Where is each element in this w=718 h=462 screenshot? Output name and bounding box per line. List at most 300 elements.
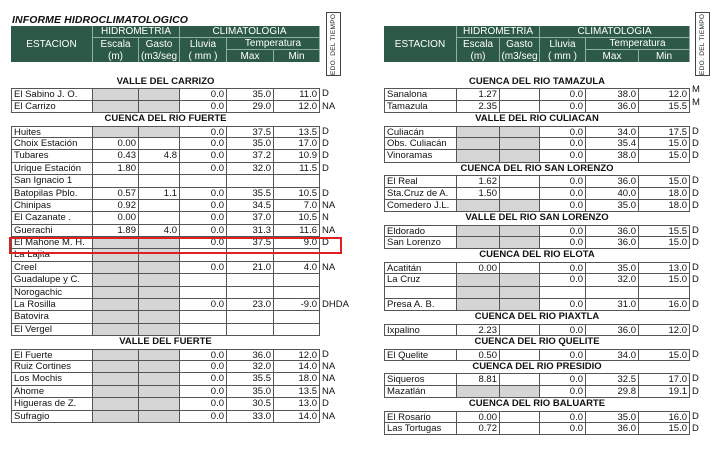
cell-escala (93, 411, 139, 423)
cell-escala (93, 175, 139, 187)
cell-max (586, 287, 639, 299)
cell-name: El Rosario (384, 411, 457, 423)
cell-max: 35.0 (586, 262, 639, 274)
cell-min: 17.5 (639, 126, 690, 138)
cell-escala: 0.00 (457, 411, 500, 423)
header-lluvia: Lluvia (180, 38, 227, 50)
header-climatologia: CLIMATOLOGIA (180, 26, 320, 38)
cell-name: Batovira (11, 311, 93, 323)
cell-escala: 0.92 (93, 200, 139, 212)
cell-min: 15.0 (639, 274, 690, 286)
cell-escala (457, 225, 500, 237)
table-row (11, 373, 336, 385)
report-title: INFORME HIDROCLIMATOLOGICO (12, 14, 189, 26)
cell-edo: D (692, 150, 699, 162)
cell-lluvia (180, 287, 227, 299)
table-row (11, 360, 336, 373)
cell-gasto (139, 398, 180, 410)
cell-gasto (500, 150, 540, 162)
cell-lluvia: 0.0 (180, 361, 227, 373)
cell-edo: D (692, 261, 699, 273)
cell-min: 4.0 (274, 262, 320, 274)
cell-escala: 8.81 (457, 373, 500, 385)
cell-escala: 0.00 (457, 262, 500, 274)
cell-max (227, 274, 274, 286)
table-row (11, 137, 329, 150)
cell-escala (457, 126, 500, 138)
header-gasto: Gasto (500, 38, 540, 50)
cell-max: 23.0 (227, 299, 274, 311)
table-row (384, 96, 700, 113)
cell-min: 15.0 (639, 150, 690, 162)
cell-name: Obs. Culiacán (384, 138, 457, 150)
cell-min: 14.0 (274, 361, 320, 373)
table-row (384, 137, 699, 150)
cell-max: 35.5 (227, 373, 274, 385)
cell-min (274, 311, 320, 323)
cell-min: 13.5 (274, 126, 320, 138)
table-row (384, 385, 699, 398)
cell-lluvia: 0.0 (540, 274, 586, 286)
cell-gasto (139, 299, 180, 311)
cell-name: Acatitán (384, 262, 457, 274)
cell-max: 37.5 (227, 126, 274, 138)
cell-edo: D (692, 274, 699, 286)
cell-edo: D (692, 175, 699, 187)
header-gasto-unit: (m3/seg (139, 50, 180, 62)
cell-gasto (500, 386, 540, 398)
cell-max: 33.0 (227, 411, 274, 423)
cell-gasto (500, 299, 540, 311)
cell-name: Tamazula (384, 101, 457, 113)
cell-edo: N (322, 212, 329, 224)
section-header: CUENCA DEL RIO TAMAZULA (469, 76, 605, 87)
cell-lluvia: 0.0 (540, 373, 586, 385)
cell-min: 15.0 (639, 349, 690, 361)
cell-escala (457, 287, 500, 299)
header-min: Min (639, 50, 690, 62)
cell-escala: 2.23 (457, 324, 500, 336)
cell-edo: D (692, 237, 699, 249)
cell-gasto (139, 200, 180, 212)
cell-escala (93, 299, 139, 311)
cell-max: 30.5 (227, 398, 274, 410)
cell-max: 36.0 (586, 423, 639, 435)
cell-min: 11.5 (274, 163, 320, 175)
cell-name: Batopilas Pblo. (11, 188, 93, 200)
header-escala-unit: (m) (457, 50, 500, 62)
cell-lluvia: 0.0 (540, 324, 586, 336)
cell-max: 36.0 (586, 175, 639, 187)
cell-name: Los Mochis (11, 373, 93, 385)
cell-edo: M (692, 96, 700, 108)
cell-escala (93, 88, 139, 100)
cell-lluvia (540, 287, 586, 299)
cell-max: 31.3 (227, 225, 274, 237)
cell-name: Ruiz Cortines (11, 361, 93, 373)
cell-min: 17.0 (274, 138, 320, 150)
highlight-box (9, 237, 342, 254)
table-row (384, 187, 699, 200)
cell-lluvia: 0.0 (180, 101, 227, 113)
section-header: CUENCA DEL RIO PIAXTLA (474, 311, 600, 323)
right-table (384, 13, 706, 435)
table-row (11, 224, 336, 237)
table-row (11, 125, 329, 138)
cell-min: -9.0 (274, 299, 320, 311)
cell-min: 12.0 (274, 349, 320, 361)
cell-min (274, 324, 320, 336)
cell-edo: D (692, 125, 699, 137)
cell-lluvia: 0.0 (180, 88, 227, 100)
table-row (11, 212, 329, 224)
cell-max: 36.0 (586, 101, 639, 113)
header-temperatura: Temperatura (227, 38, 320, 50)
cell-name: El Fuerte (11, 349, 93, 361)
cell-max: 34.5 (227, 200, 274, 212)
cell-name: Mazatlán (384, 386, 457, 398)
cell-lluvia: 0.0 (180, 411, 227, 423)
cell-lluvia: 0.0 (180, 188, 227, 200)
cell-lluvia: 0.0 (540, 349, 586, 361)
cell-escala: 0.00 (93, 138, 139, 150)
cell-min: 18.0 (274, 373, 320, 385)
cell-lluvia (180, 324, 227, 336)
cell-name: Higueras de Z. (11, 398, 93, 410)
cell-edo: D (692, 348, 699, 360)
cell-max (227, 175, 274, 187)
cell-gasto (139, 262, 180, 274)
table-row (11, 324, 320, 336)
cell-lluvia: 0.0 (180, 386, 227, 398)
cell-gasto (500, 324, 540, 336)
section-header: VALLE DEL FUERTE (119, 336, 212, 348)
cell-name: Sufragio (11, 411, 93, 423)
cell-escala: 0.50 (457, 349, 500, 361)
table-row (11, 100, 336, 113)
cell-escala: 1.89 (93, 225, 139, 237)
cell-max: 37.5 (227, 237, 274, 249)
cell-gasto (139, 324, 180, 336)
cell-escala (93, 274, 139, 286)
cell-name: Chinipas (11, 200, 93, 212)
cell-max: 35.0 (586, 200, 639, 212)
cell-min: 11.6 (274, 225, 320, 237)
cell-min: 7.0 (274, 200, 320, 212)
cell-lluvia (180, 311, 227, 323)
cell-edo: D (692, 410, 699, 422)
cell-gasto (500, 262, 540, 274)
cell-name: El Vergel (11, 324, 93, 336)
cell-gasto (139, 175, 180, 187)
cell-max: 32.0 (227, 163, 274, 175)
cell-lluvia: 0.0 (540, 423, 586, 435)
cell-max: 34.0 (586, 126, 639, 138)
cell-min: 12.0 (639, 324, 690, 336)
cell-escala (93, 386, 139, 398)
header-climatologia: CLIMATOLOGIA (540, 26, 690, 38)
header-hidrometria: HIDROMETRIA (457, 26, 540, 38)
table-row (384, 299, 699, 311)
cell-min (274, 274, 320, 286)
cell-max: 29.0 (227, 101, 274, 113)
cell-name: Guerachi (11, 225, 93, 237)
cell-lluvia: 0.0 (180, 373, 227, 385)
cell-gasto (139, 138, 180, 150)
cell-gasto (500, 138, 540, 150)
cell-name: El Cazanate . (11, 212, 93, 224)
cell-gasto (500, 287, 540, 299)
cell-max: 35.0 (586, 411, 639, 423)
cell-lluvia: 0.0 (180, 225, 227, 237)
cell-lluvia: 0.0 (180, 200, 227, 212)
cell-gasto: 1.1 (139, 188, 180, 200)
cell-escala (457, 200, 500, 212)
cell-lluvia: 0.0 (180, 398, 227, 410)
cell-edo: DHDA (322, 299, 349, 311)
cell-gasto (139, 88, 180, 100)
cell-name: Presa A. B. (384, 299, 457, 311)
cell-min: 16.0 (639, 299, 690, 311)
cell-name: Creel (11, 262, 93, 274)
cell-max: 36.0 (586, 237, 639, 249)
cell-edo: NA (322, 100, 336, 112)
cell-edo: D (692, 187, 699, 199)
cell-max: 31.0 (586, 299, 639, 311)
cell-edo: NA (322, 385, 336, 397)
cell-max: 37.2 (227, 150, 274, 162)
cell-gasto: 4.8 (139, 150, 180, 162)
table-row (11, 385, 336, 398)
cell-max: 36.0 (227, 349, 274, 361)
cell-gasto (500, 101, 540, 113)
cell-lluvia: 0.0 (180, 299, 227, 311)
cell-lluvia: 0.0 (180, 237, 227, 249)
cell-name: San Ignacio 1 (11, 175, 93, 187)
cell-min: 18.0 (639, 188, 690, 200)
cell-gasto (500, 237, 540, 249)
cell-max: 32.0 (586, 274, 639, 286)
cell-name: Sta.Cruz de A. (384, 188, 457, 200)
cell-min: 13.5 (274, 386, 320, 398)
cell-min: 15.0 (639, 175, 690, 187)
section-header: CUENCA DEL RIO SAN LORENZO (460, 162, 614, 174)
cell-lluvia: 0.0 (540, 175, 586, 187)
cell-name: El Sabino J. O. (11, 88, 93, 100)
cell-lluvia: 0.0 (540, 126, 586, 138)
cell-edo: NA (322, 199, 336, 211)
cell-gasto (500, 349, 540, 361)
cell-name: El Carrizo (11, 101, 93, 113)
table-row (384, 323, 699, 336)
table-row (11, 162, 329, 175)
table-row (384, 422, 699, 435)
cell-name: Vinoramas (384, 150, 457, 162)
cell-name: Comedero J.L. (384, 200, 457, 212)
cell-edo: NA (322, 373, 336, 385)
table-row (384, 237, 699, 249)
cell-name: Huites (11, 126, 93, 138)
cell-escala: 2.35 (457, 101, 500, 113)
cell-escala (93, 262, 139, 274)
header-edo-tiempo: EDO. DEL TIEMPO (695, 12, 710, 76)
cell-max: 32.0 (227, 361, 274, 373)
table-row (384, 224, 699, 237)
cell-max: 35.4 (586, 138, 639, 150)
header-gasto: Gasto (139, 38, 180, 50)
cell-name: Siqueros (384, 373, 457, 385)
cell-escala (457, 299, 500, 311)
cell-gasto (500, 126, 540, 138)
header-lluvia: Lluvia (540, 38, 586, 50)
table-row (384, 287, 690, 299)
cell-min: 15.5 (639, 101, 690, 113)
table-row (11, 311, 320, 323)
cell-lluvia: 0.0 (180, 126, 227, 138)
cell-max: 32.5 (586, 373, 639, 385)
cell-name: Ixpalino (384, 324, 457, 336)
table-row (11, 410, 336, 423)
cell-min: 11.0 (274, 88, 320, 100)
table-row (11, 175, 320, 187)
cell-gasto (139, 386, 180, 398)
cell-max: 36.0 (586, 225, 639, 237)
cell-escala: 0.00 (93, 212, 139, 224)
cell-lluvia: 0.0 (540, 411, 586, 423)
header-station: ESTACION (11, 26, 93, 62)
cell-escala (457, 138, 500, 150)
cell-name (384, 287, 457, 299)
table-row (11, 398, 329, 410)
cell-gasto (500, 88, 540, 100)
section-header: CUENCA DEL RIO QUELITE (474, 336, 600, 348)
header-lluvia-unit: ( mm ) (180, 50, 227, 62)
header-max: Max (227, 50, 274, 62)
table-row (11, 287, 320, 299)
cell-edo: D (322, 137, 329, 149)
cell-edo: D (322, 88, 329, 100)
table-row (384, 373, 699, 386)
table-row (11, 299, 349, 311)
cell-min: 15.0 (639, 138, 690, 150)
cell-gasto (500, 373, 540, 385)
cell-gasto (500, 411, 540, 423)
cell-gasto (139, 163, 180, 175)
cell-gasto (139, 373, 180, 385)
cell-edo: D (322, 187, 329, 199)
cell-lluvia: 0.0 (540, 299, 586, 311)
cell-gasto (139, 274, 180, 286)
section-header: VALLE DEL RIO CULIACAN (475, 113, 599, 125)
cell-gasto (139, 101, 180, 113)
cell-name: La Rosilla (11, 299, 93, 311)
cell-max: 35.0 (227, 138, 274, 150)
cell-name: Tubares (11, 150, 93, 162)
cell-min: 12.0 (274, 101, 320, 113)
cell-name: La Lajita (11, 249, 93, 261)
cell-min: 9.0 (274, 237, 320, 249)
header-max: Max (586, 50, 639, 62)
cell-name: Guadalupe y C. (11, 274, 93, 286)
cell-name: Urique Estación (11, 163, 93, 175)
cell-max: 40.0 (586, 188, 639, 200)
cell-min: 15.5 (639, 225, 690, 237)
table-row (384, 348, 699, 361)
cell-name: Ahome (11, 386, 93, 398)
cell-edo: D (692, 299, 699, 311)
cell-lluvia: 0.0 (180, 163, 227, 175)
cell-lluvia: 0.0 (540, 138, 586, 150)
section-header: CUENCA DEL RIO FUERTE (104, 113, 227, 125)
cell-lluvia: 0.0 (540, 101, 586, 113)
cell-escala (93, 126, 139, 138)
cell-lluvia: 0.0 (540, 88, 586, 100)
cell-min: 17.0 (639, 373, 690, 385)
cell-escala: 1.80 (93, 163, 139, 175)
cell-edo: D (322, 150, 329, 162)
cell-min (274, 287, 320, 299)
right-table-body (384, 76, 700, 435)
cell-gasto (139, 311, 180, 323)
cell-max: 37.0 (227, 212, 274, 224)
cell-max (227, 324, 274, 336)
table-row (11, 261, 336, 274)
section-header: VALLE DEL RIO SAN LORENZO (465, 212, 609, 224)
cell-lluvia: 0.0 (540, 225, 586, 237)
cell-escala (93, 398, 139, 410)
header-station: ESTACION (384, 26, 457, 62)
cell-name: El Real (384, 175, 457, 187)
cell-edo: D (692, 422, 699, 434)
cell-gasto: 4.0 (139, 225, 180, 237)
header-escala-unit: (m) (93, 50, 139, 62)
cell-name: Culiacán (384, 126, 457, 138)
cell-max: 29.8 (586, 386, 639, 398)
cell-edo: D (692, 323, 699, 335)
cell-lluvia: 0.0 (540, 188, 586, 200)
header-edo-tiempo: EDO. DEL TIEMPO (326, 12, 341, 76)
cell-edo: D (692, 137, 699, 149)
cell-lluvia: 0.0 (180, 150, 227, 162)
cell-lluvia: 0.0 (540, 386, 586, 398)
cell-min: 16.0 (639, 411, 690, 423)
cell-max: 38.0 (586, 88, 639, 100)
cell-edo: NA (322, 224, 336, 236)
cell-name: El Quelite (384, 349, 457, 361)
cell-edo: D (692, 373, 699, 385)
header-lluvia-unit: ( mm ) (540, 50, 586, 62)
cell-name: Eldorado (384, 225, 457, 237)
cell-escala (93, 361, 139, 373)
cell-escala: 1.62 (457, 175, 500, 187)
table-row (384, 410, 699, 423)
cell-gasto (139, 287, 180, 299)
table-row (11, 187, 329, 200)
cell-edo: D (692, 199, 699, 211)
cell-edo: D (322, 398, 329, 410)
cell-escala (93, 287, 139, 299)
cell-name: Choix Estación (11, 138, 93, 150)
cell-min: 15.0 (639, 237, 690, 249)
cell-min (639, 287, 690, 299)
header-escala: Escala (93, 38, 139, 50)
table-row (384, 84, 700, 101)
cell-edo: D (322, 237, 329, 249)
table-row (384, 175, 699, 188)
table-row (11, 150, 329, 162)
cell-gasto (500, 225, 540, 237)
cell-name: La Cruz (384, 274, 457, 286)
